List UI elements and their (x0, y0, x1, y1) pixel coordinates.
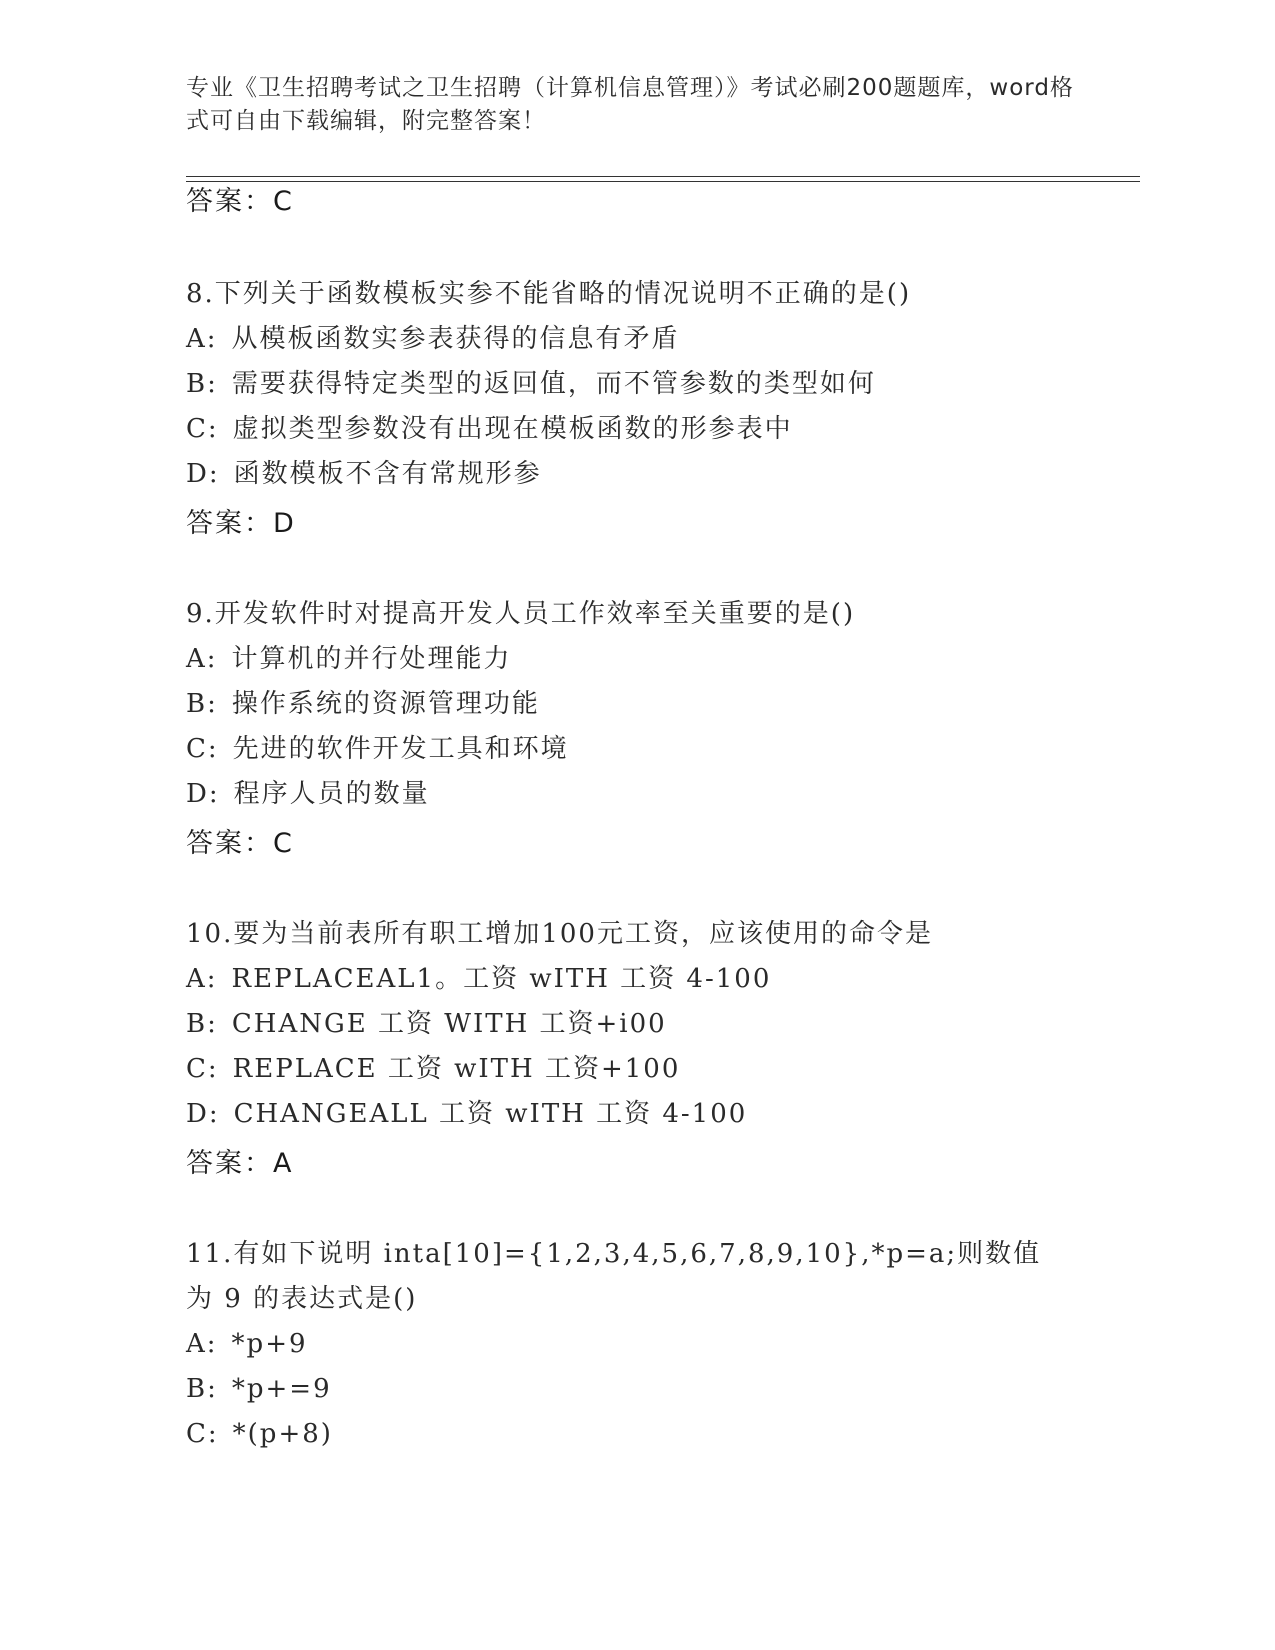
answer-q9 (186, 826, 292, 862)
option-letter: D: (186, 459, 220, 489)
option-letter: B: (186, 1009, 218, 1039)
option-b (186, 682, 1086, 727)
answer-prev (186, 184, 292, 220)
option-letter: C: (186, 1419, 219, 1449)
answer-value: C (273, 828, 292, 859)
answer-label: 答案： (186, 186, 273, 217)
option-d (186, 452, 1086, 497)
option-letter: A: (186, 324, 218, 354)
answer-value: D (273, 508, 294, 539)
option-letter: D: (186, 1099, 220, 1129)
option-text: *p+=9 (231, 1374, 332, 1404)
option-c (186, 727, 1086, 772)
option-text: 从模板函数实参表获得的信息有矛盾 (231, 324, 680, 354)
header-divider-bottom (186, 181, 1140, 182)
header-divider-top (186, 176, 1140, 177)
option-c (186, 1412, 1066, 1457)
option-a (186, 637, 1086, 682)
question-stem: 8.下列关于函数模板实参不能省略的情况说明不正确的是() (186, 279, 912, 309)
option-b (186, 1367, 1066, 1412)
option-c (186, 407, 1086, 452)
question-8 (186, 272, 1086, 497)
option-text: 计算机的并行处理能力 (231, 644, 512, 674)
question-9 (186, 592, 1086, 817)
option-text: CHANGEALL 工资 wITH 工资 4-100 (233, 1099, 748, 1129)
option-letter: C: (186, 1054, 219, 1084)
question-10 (186, 912, 1086, 1137)
option-d (186, 1092, 1086, 1137)
option-d (186, 772, 1086, 817)
option-text: CHANGE 工资 WITH 工资+i00 (231, 1009, 667, 1039)
option-text: 函数模板不含有常规形参 (233, 459, 542, 489)
option-b (186, 362, 1086, 407)
option-a (186, 317, 1086, 362)
answer-label: 答案： (186, 828, 273, 859)
option-letter: B: (186, 369, 218, 399)
answer-q8 (186, 506, 294, 542)
answer-value: C (273, 186, 292, 217)
option-a (186, 957, 1086, 1002)
question-stem: 11.有如下说明 inta[10]={1,2,3,4,5,6,7,8,9,10},*p=a;则数值为 9 的表达式是() (186, 1239, 1042, 1314)
question-stem: 9.开发软件时对提高开发人员工作效率至关重要的是() (186, 599, 856, 629)
answer-label: 答案： (186, 1148, 273, 1179)
document-header: 专业《卫生招聘考试之卫生招聘（计算机信息管理）》考试必刷200题题库，word格式可自由下载编辑，附完整答案！ (186, 75, 1074, 134)
option-letter: A: (186, 964, 218, 994)
option-letter: A: (186, 1329, 218, 1359)
question-11 (186, 1232, 1066, 1457)
option-letter: D: (186, 779, 220, 809)
option-letter: B: (186, 1374, 218, 1404)
option-a (186, 1322, 1066, 1367)
option-text: REPLACE 工资 wITH 工资+100 (232, 1054, 681, 1084)
option-text: *(p+8) (232, 1419, 333, 1449)
option-letter: A: (186, 644, 218, 674)
answer-q10 (186, 1146, 291, 1182)
option-text: 虚拟类型参数没有出现在模板函数的形参表中 (232, 414, 793, 444)
option-letter: C: (186, 734, 219, 764)
option-text: 程序人员的数量 (233, 779, 430, 809)
answer-value: A (273, 1148, 292, 1179)
option-text: 需要获得特定类型的返回值，而不管参数的类型如何 (231, 369, 876, 399)
option-text: 先进的软件开发工具和环境 (232, 734, 569, 764)
option-text: 操作系统的资源管理功能 (231, 689, 540, 719)
option-text: REPLACEAL1。工资 wITH 工资 4-100 (231, 964, 772, 994)
option-c (186, 1047, 1086, 1092)
option-letter: B: (186, 689, 218, 719)
option-b (186, 1002, 1086, 1047)
option-text: *p+9 (231, 1329, 308, 1359)
option-letter: C: (186, 414, 219, 444)
question-stem: 10.要为当前表所有职工增加100元工资，应该使用的命令是 (186, 919, 933, 949)
answer-label: 答案： (186, 508, 273, 539)
